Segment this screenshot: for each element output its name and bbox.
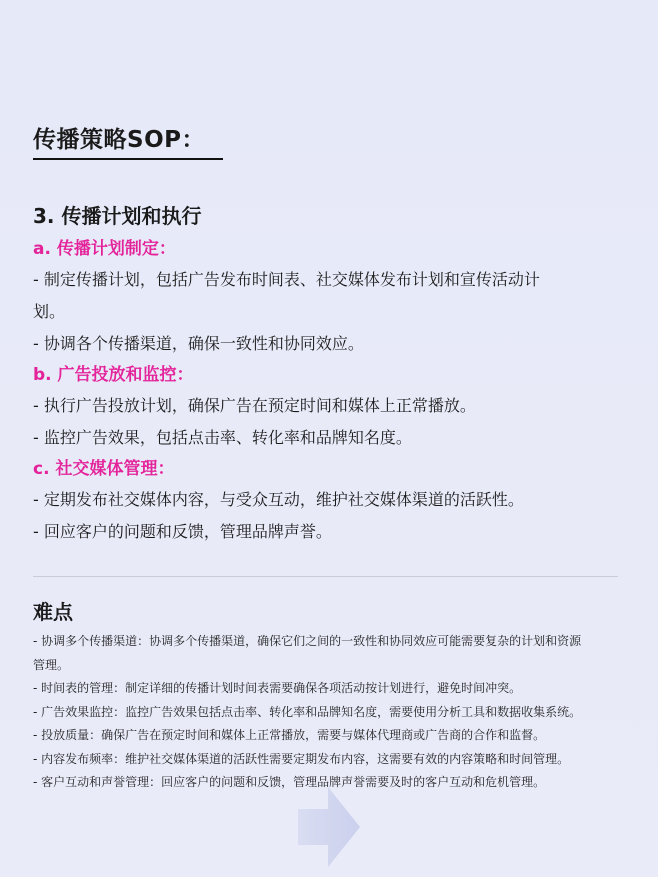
- section-title: 3. 传播计划和执行: [33, 204, 202, 228]
- difficulties-title: 难点: [33, 600, 73, 624]
- list-item: - 投放质量：确保广告在预定时间和媒体上正常播放，需要与媒体代理商或广告商的合作和监督。: [33, 728, 546, 742]
- plan-content: [33, 234, 628, 548]
- bullet-line: - 执行广告投放计划，确保广告在预定时间和媒体上正常播放。: [33, 396, 476, 415]
- subsection-heading: a. 传播计划制定：: [33, 239, 176, 259]
- list-item: - 协调多个传播渠道：协调多个传播渠道，确保它们之间的一致性和协同效应可能需要复杂的计划和资源: [33, 634, 582, 648]
- list-item: - 内容发布频率：维护社交媒体渠道的活跃性需要定期发布内容，这需要有效的内容策略和时间管理。: [33, 751, 570, 766]
- list-item: - 时间表的管理：制定详细的传播计划时间表需要确保各项活动按计划进行，避免时间冲突。: [33, 681, 522, 695]
- subsection-plan: [33, 234, 628, 360]
- bullet-line: - 制定传播计划，包括广告发布时间表、社交媒体发布计划和宣传活动计: [33, 270, 540, 289]
- bullet-line: - 回应客户的问题和反馈，管理品牌声誉。: [33, 522, 332, 541]
- bullet-line: - 定期发布社交媒体内容，与受众互动，维护社交媒体渠道的活跃性。: [33, 490, 524, 509]
- subsection-social: [33, 454, 628, 548]
- subsection-ads: [33, 360, 628, 454]
- list-item: - 广告效果监控：监控广告效果包括点击率、转化率和品牌知名度，需要使用分析工具和数据收集系统。: [33, 704, 582, 719]
- bullet-line: - 协调各个传播渠道，确保一致性和协同效应。: [33, 334, 364, 353]
- page-title: 传播策略SOP：: [33, 121, 223, 160]
- subsection-heading: b. 广告投放和监控：: [33, 365, 194, 385]
- list-item: - 客户互动和声誉管理：回应客户的问题和反馈，管理品牌声誉需要及时的客户互动和危机管理。: [33, 775, 546, 789]
- list-item: 管理。: [33, 657, 70, 672]
- bullet-line: 划。: [33, 302, 66, 321]
- arrow-right-icon[interactable]: [298, 787, 360, 867]
- difficulties-list: [33, 630, 623, 795]
- bullet-line: - 监控广告效果，包括点击率、转化率和品牌知名度。: [33, 428, 412, 447]
- divider: [33, 576, 618, 577]
- subsection-heading: c. 社交媒体管理：: [33, 459, 175, 479]
